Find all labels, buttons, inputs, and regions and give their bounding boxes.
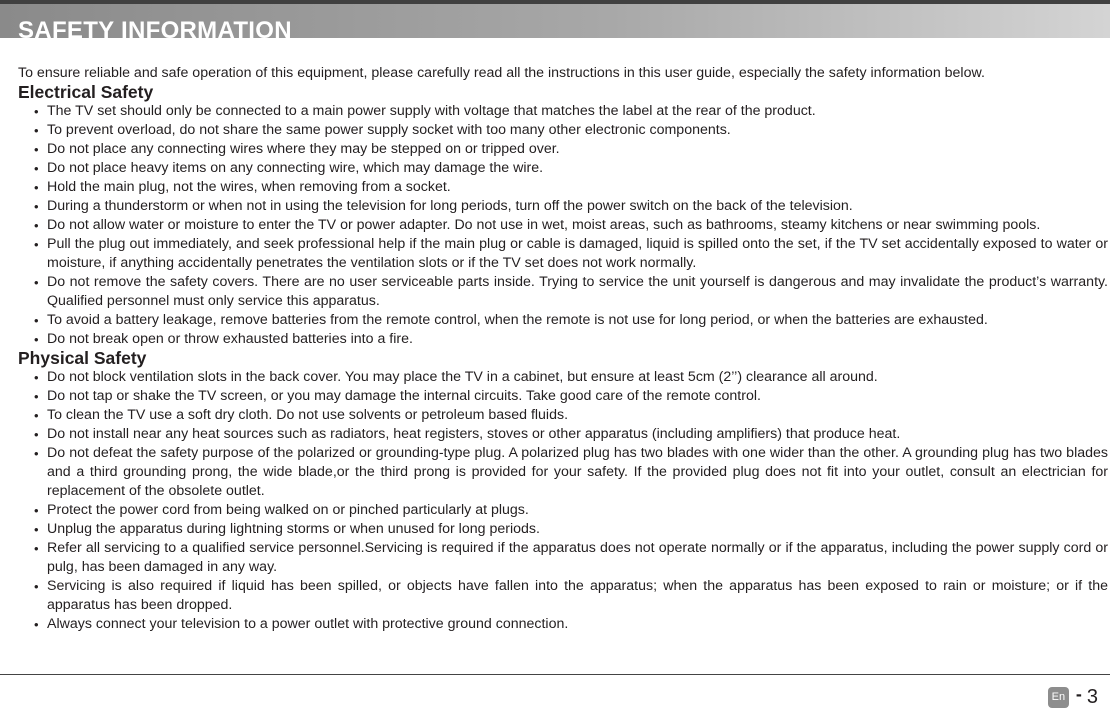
list-item: • Unplug the apparatus during lightning storms or when unused for long periods. (18, 520, 1108, 539)
list-item: • The TV set should only be connected to a main power supply with voltage that matches the label at the rear of the product. (18, 102, 1108, 121)
page-num: 3 (1086, 685, 1098, 708)
electrical-safety-list (18, 102, 1108, 349)
list-item: • Always connect your television to a power outlet with protective ground connection. (18, 615, 1108, 634)
page-title: SAFETY INFORMATION (18, 17, 292, 44)
list-item: • Do not defeat the safety purpose of the polarized or grounding-type plug. A polarized plug has two blades with one wider than the other. A grounding plug has two blades and a third grounding prong, the wide blade,or the third prong is provided for your safety. If the provided plug does not fit into your outlet, consult an electrician for replacement of the obsolete outlet. (18, 444, 1108, 501)
list-item: • Do not allow water or moisture to enter the TV or power adapter. Do not use in wet, moist areas, such as bathrooms, steamy kitchens or near swimming pools. (18, 216, 1108, 235)
list-item: • Pull the plug out immediately, and seek professional help if the main plug or cable is damaged, liquid is spilled onto the set, if the TV set accidentally exposed to water or moisture, if anything accidentally penetrates the ventilation slots or if the TV set does not work normally. (18, 235, 1108, 273)
page-dash: - (1075, 683, 1082, 704)
page-number (1048, 684, 1098, 710)
list-item: • Do not tap or shake the TV screen, or you may damage the internal circuits. Take good care of the remote control. (18, 387, 1108, 406)
list-item: • Hold the main plug, not the wires, when removing from a socket. (18, 178, 1108, 197)
list-item: • Do not remove the safety covers. There are no user serviceable parts inside. Trying to service the unit yourself is dangerous and may invalidate the product’s warranty. Qualified personnel must only service this apparatus. (18, 273, 1108, 311)
header-bar (0, 4, 1110, 44)
language-badge: En (1048, 687, 1069, 708)
intro-text: To ensure reliable and safe operation of this equipment, please carefully read all the instructions in this user guide, especially the safety information below. (18, 65, 985, 81)
section-heading-electrical: Electrical Safety (18, 82, 154, 102)
list-item: • Do not install near any heat sources such as radiators, heat registers, stoves or other apparatus (including amplifiers) that produce heat. (18, 425, 1108, 444)
list-item: • Do not block ventilation slots in the back cover. You may place the TV in a cabinet, but ensure at least 5cm (2’’) clearance all around. (18, 368, 1108, 387)
list-item: • To avoid a battery leakage, remove batteries from the remote control, when the remote is not use for long period, or when the batteries are exhausted. (18, 311, 1108, 330)
list-item: • Refer all servicing to a qualified service personnel.Servicing is required if the apparatus does not operate normally or if the apparatus, including the power supply cord or pulg, has been damaged in any way. (18, 539, 1108, 577)
list-item: • Do not break open or throw exhausted batteries into a fire. (18, 330, 1108, 349)
physical-safety-list (18, 368, 1108, 634)
content (18, 64, 1108, 634)
list-item: • Do not place any connecting wires where they may be stepped on or tripped over. (18, 140, 1108, 159)
list-item: • Protect the power cord from being walked on or pinched particularly at plugs. (18, 501, 1108, 520)
section-heading-physical: Physical Safety (18, 348, 147, 368)
list-item: • During a thunderstorm or when not in using the television for long periods, turn off the power switch on the back of the television. (18, 197, 1108, 216)
footer-rule (0, 674, 1110, 675)
list-item: • Servicing is also required if liquid has been spilled, or objects have fallen into the apparatus; when the apparatus has been exposed to rain or moisture; or if the apparatus has been dropped. (18, 577, 1108, 615)
list-item: • To clean the TV use a soft dry cloth. Do not use solvents or petroleum based fluids. (18, 406, 1108, 425)
list-item: • To prevent overload, do not share the same power supply socket with too many other electronic components. (18, 121, 1108, 140)
list-item: • Do not place heavy items on any connecting wire, which may damage the wire. (18, 159, 1108, 178)
